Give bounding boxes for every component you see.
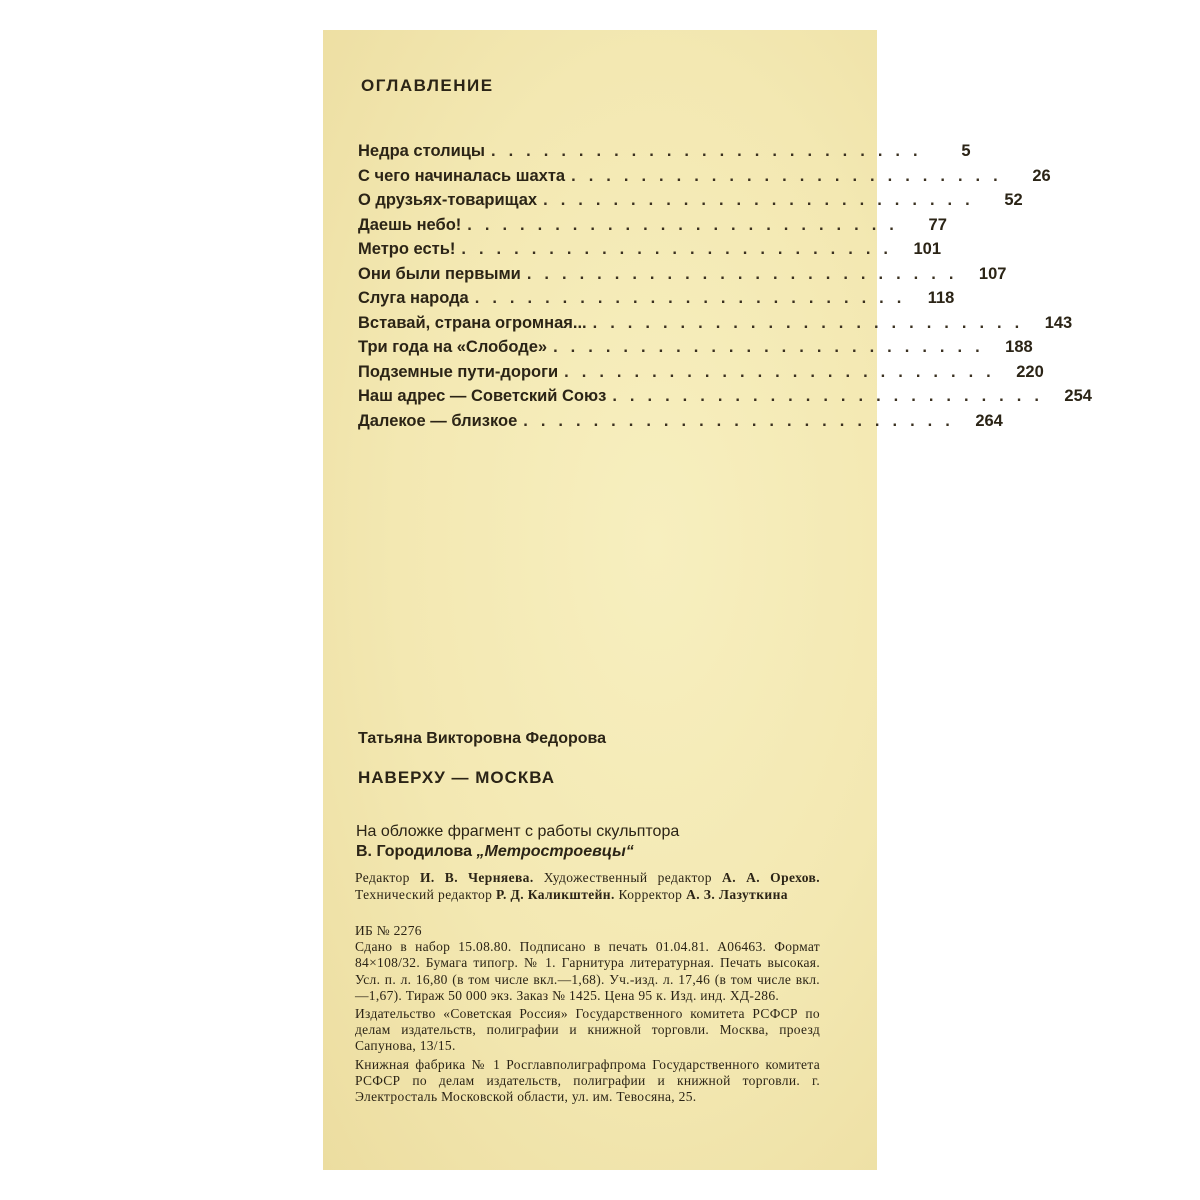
toc-entry-page: 188 (1005, 338, 1033, 356)
author-name: Татьяна Викторовна Федорова (358, 730, 607, 747)
toc-entry-page: 52 (1004, 191, 1023, 209)
imprint (355, 923, 820, 1107)
toc-entry-title: Слуга народа (358, 289, 469, 307)
toc-entry-title: Вставай, страна огромная... (358, 313, 587, 332)
corrector-name: А. З. Лазуткина (686, 886, 788, 902)
corrector-label: Корректор (618, 886, 683, 902)
credits (355, 870, 820, 903)
toc-entry-page: 143 (1044, 313, 1073, 332)
toc-entry-page: 77 (928, 215, 947, 234)
toc-leader-dots: ......................... (592, 313, 1033, 332)
imprint-ib-number: ИБ № 2276 (355, 923, 422, 938)
editor-name: И. В. Черняева. (419, 870, 534, 885)
toc-entry-page: 107 (978, 264, 1007, 283)
editor-label: Редактор (355, 870, 410, 885)
art-editor-name: А. А. Орехов. (722, 870, 821, 885)
toc-entry-page: 264 (975, 411, 1003, 430)
toc-entry-title: С чего начиналась шахта (358, 166, 566, 185)
tech-editor-label: Технический редактор (355, 886, 493, 902)
toc-entry-page: 26 (1032, 166, 1051, 185)
toc-list (358, 142, 1092, 436)
book-page (323, 30, 1092, 1170)
toc-leader-dots: ......................... (543, 191, 983, 209)
toc-entry-title: Даешь небо! (358, 215, 462, 234)
toc-leader-dots: ......................... (526, 264, 967, 283)
sculpture-title: „Метростроевцы“ (476, 843, 634, 860)
toc-entry-title: Метро есть! (358, 240, 456, 258)
toc-entry (358, 142, 971, 167)
toc-entry (358, 387, 1092, 412)
toc-leader-dots: ......................... (571, 166, 1011, 185)
tech-editor-name: Р. Д. Каликштейн. (496, 886, 615, 902)
toc-entry (358, 362, 1044, 388)
toc-entry-title: Далекое — близкое (358, 411, 518, 430)
toc-entry-title: Недра столицы (358, 142, 485, 160)
toc-leader-dots: ......................... (490, 142, 931, 160)
sculptor-name: В. Городилова (356, 843, 473, 860)
toc-entry-title: Подземные пути-дороги (358, 362, 559, 381)
toc-entry (358, 166, 1051, 192)
imprint-printer: Книжная фабрика № 1 Росглавполиграфпрома Государственного комитета РСФСР по делам издательств, полиграфии и книжной торговли. г. Электросталь Московской области, ул. им. Тевосяна, 25. (355, 1056, 820, 1105)
toc-entry (358, 264, 1007, 290)
toc-entry-page: 118 (927, 289, 955, 307)
book-title: НАВЕРХУ — МОСКВА (358, 768, 555, 787)
toc-entry (358, 313, 1073, 339)
toc-entry (358, 338, 1033, 363)
art-editor-label: Художественный редактор (543, 870, 712, 885)
toc-heading: ОГЛАВЛЕНИЕ (361, 76, 494, 95)
toc-entry-title: О друзьях-товарищах (358, 191, 538, 209)
toc-entry-title: Наш адрес — Советский Союз (358, 387, 607, 405)
toc-leader-dots: ......................... (523, 411, 963, 430)
toc-entry-title: Они были первыми (358, 264, 521, 283)
toc-entry (358, 215, 947, 241)
toc-entry-page: 254 (1064, 387, 1092, 405)
toc-leader-dots: ......................... (553, 338, 993, 356)
toc-entry-title: Три года на «Слободе» (358, 338, 548, 356)
cover-note-attribution (356, 842, 826, 862)
toc-leader-dots: ......................... (564, 362, 1004, 381)
toc-entry-page: 101 (913, 240, 941, 258)
toc-entry (358, 191, 1023, 216)
toc-leader-dots: ......................... (612, 387, 1052, 405)
toc-entry-page: 5 (961, 142, 971, 160)
toc-entry (358, 240, 941, 265)
toc-leader-dots: ......................... (467, 215, 907, 234)
toc-leader-dots: ......................... (461, 240, 901, 258)
toc-entry (358, 289, 955, 314)
imprint-print-details: Сдано в набор 15.08.80. Подписано в печать 01.04.81. А06463. Формат 84×108/32. Бумага типогр. № 1. Гарнитура литературная. Печать высокая. Усл. п. л. 16,80 (в том числе вкл.—1,68). Уч.-изд. л. 17,46 (в том числе вкл.—1,67). Тираж 50 000 экз. Заказ № 1425. Цена 95 к. Изд. инд. ХД-286. (355, 939, 820, 1003)
toc-entry (358, 411, 1003, 437)
toc-leader-dots: ......................... (474, 289, 915, 307)
cover-note (356, 822, 826, 862)
toc-entry-page: 220 (1016, 362, 1044, 381)
imprint-publisher: Издательство «Советская Россия» Государственного комитета РСФСР по делам издательств, полиграфии и книжной торговли. Москва, проезд Сапунова, 13/15. (355, 1006, 820, 1054)
cover-note-line: На обложке фрагмент с работы скульптора (356, 823, 680, 840)
